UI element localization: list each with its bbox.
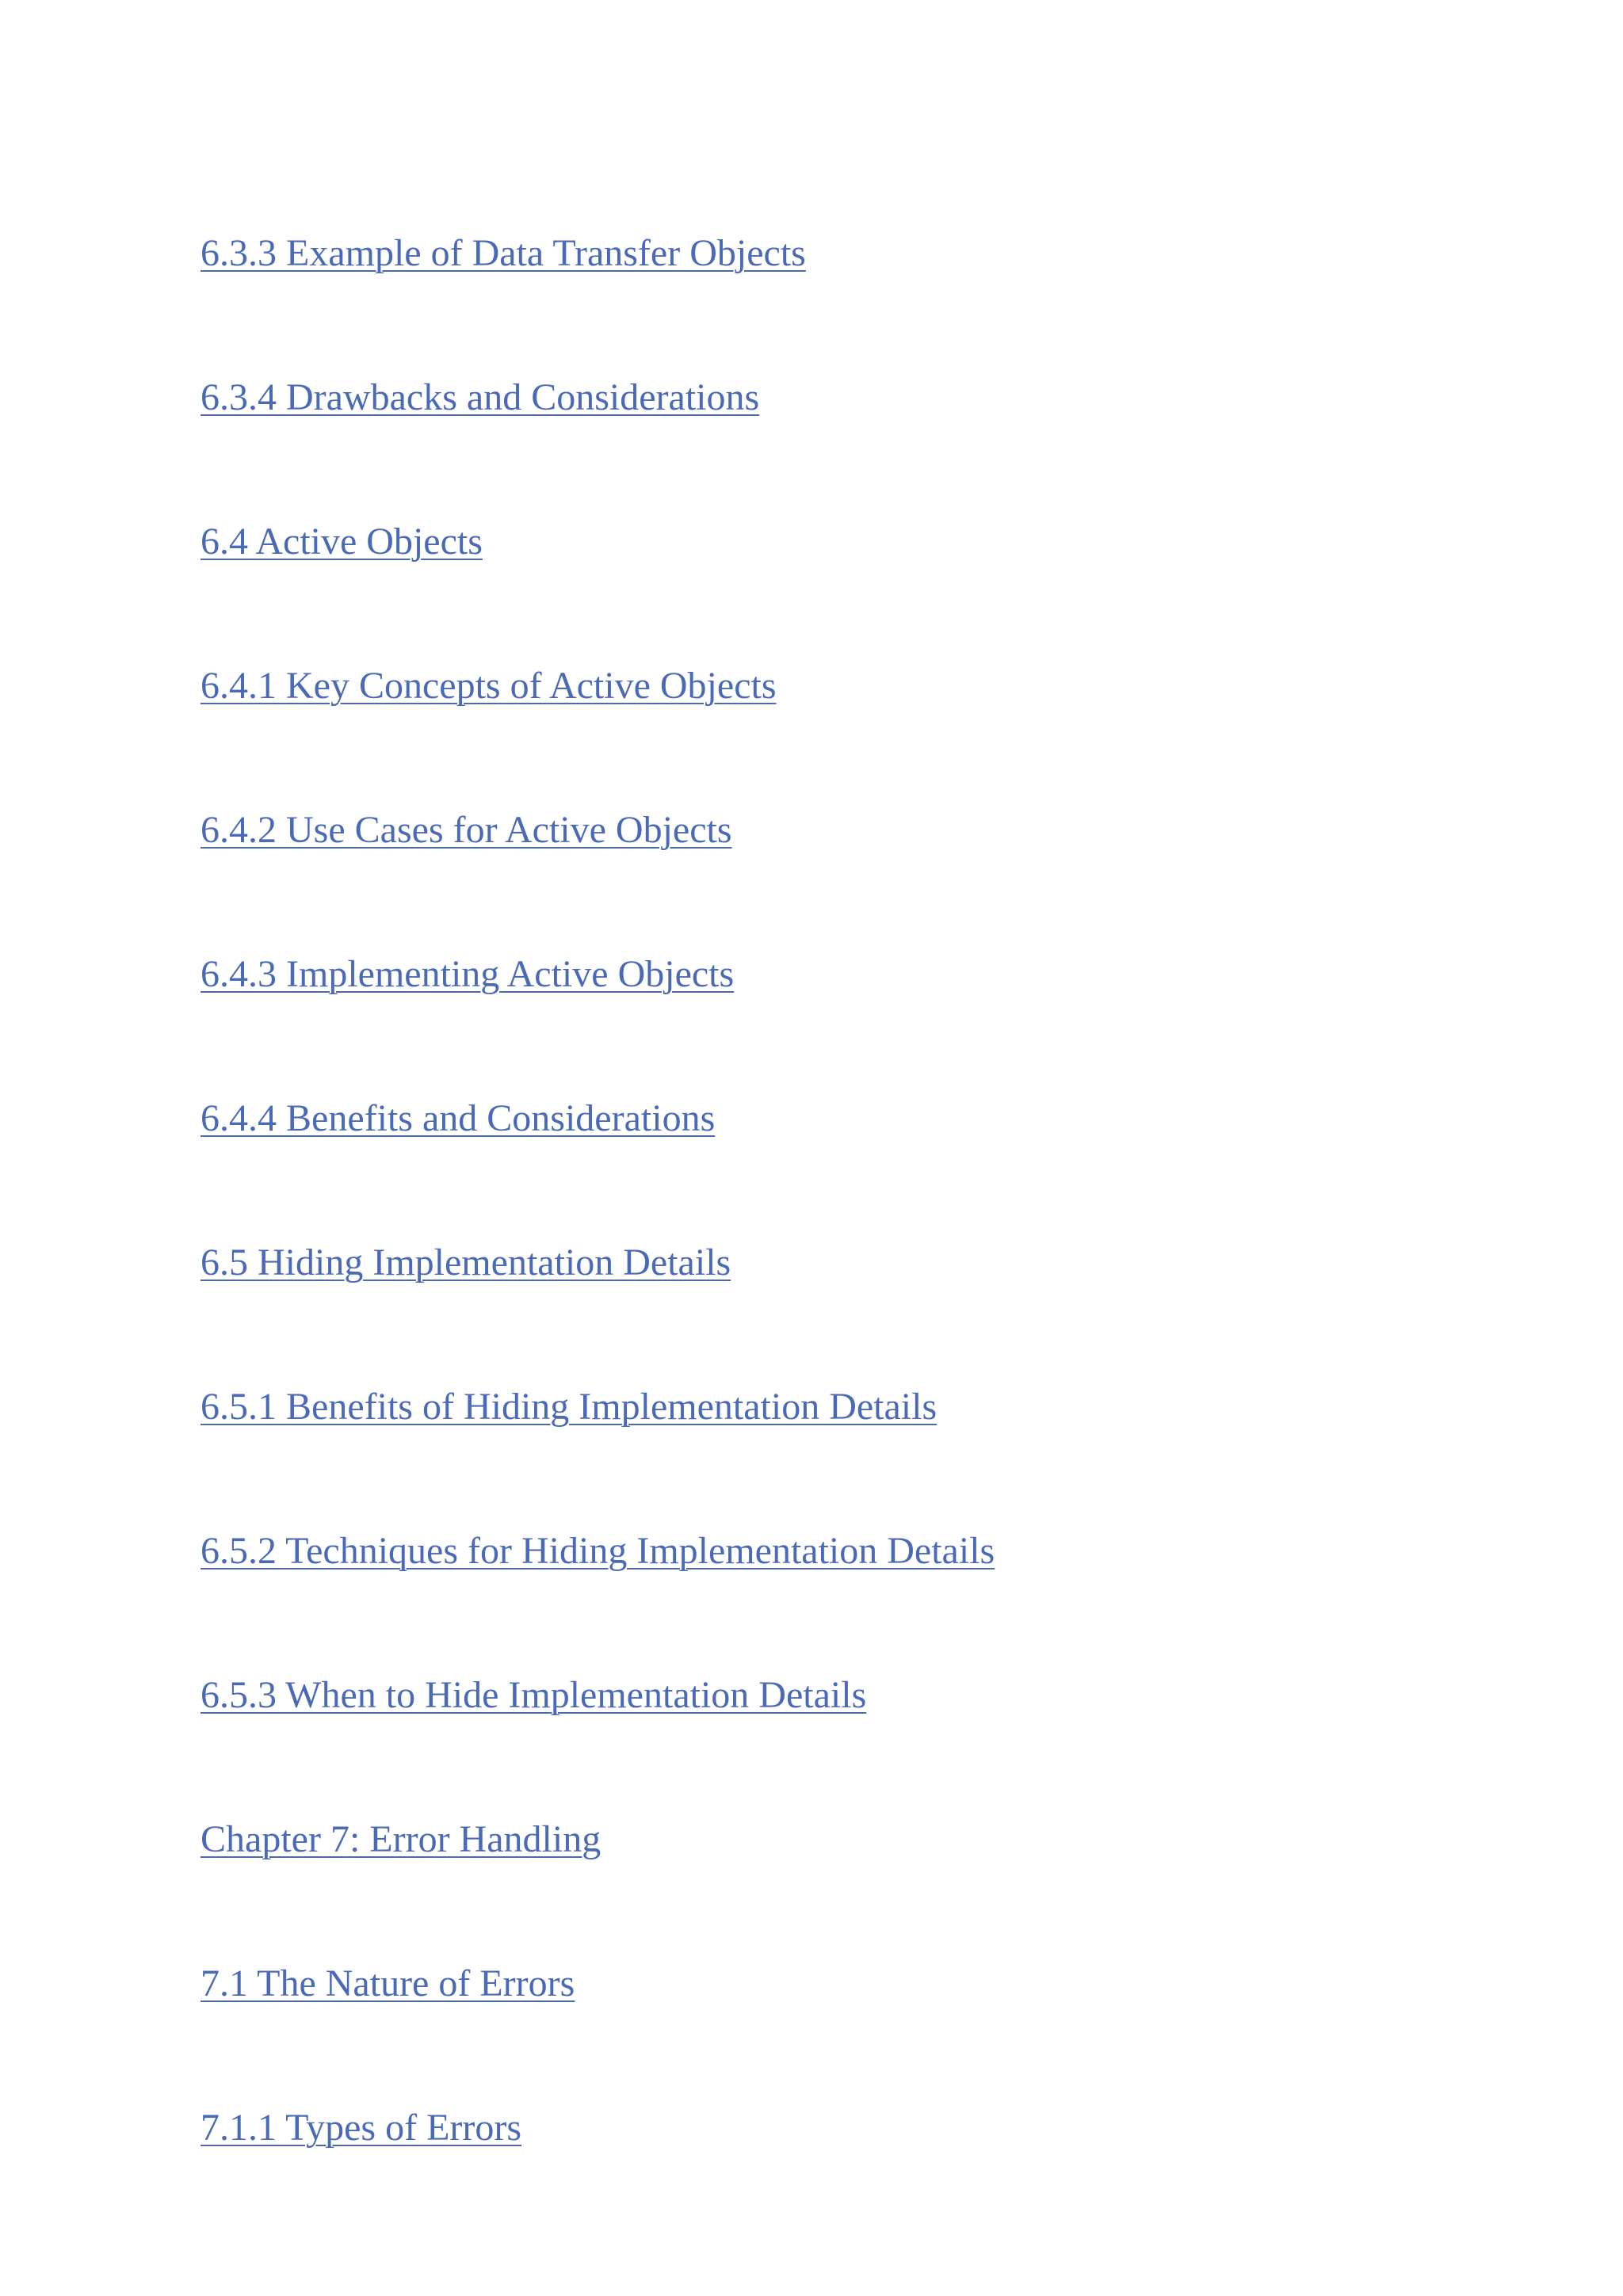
toc-entry <box>200 374 995 518</box>
toc-link-6-5[interactable]: 6.5 Hiding Implementation Details <box>200 1241 731 1283</box>
toc-link-7-1[interactable]: 7.1 The Nature of Errors <box>200 1962 575 2004</box>
toc-entry <box>200 807 995 951</box>
toc-entry <box>200 230 995 374</box>
toc-entry <box>200 1816 995 1960</box>
toc-entry <box>200 1383 995 1527</box>
toc-entry <box>200 518 995 662</box>
toc-link-6-4-3[interactable]: 6.4.3 Implementing Active Objects <box>200 953 735 995</box>
toc-link-6-5-2[interactable]: 6.5.2 Techniques for Hiding Implementation Details <box>200 1530 995 1572</box>
toc-link-chapter-7[interactable]: Chapter 7: Error Handling <box>200 1818 601 1860</box>
toc-link-6-4-1[interactable]: 6.4.1 Key Concepts of Active Objects <box>200 665 777 707</box>
toc-link-6-3-3[interactable]: 6.3.3 Example of Data Transfer Objects <box>200 232 806 274</box>
toc-link-6-4-2[interactable]: 6.4.2 Use Cases for Active Objects <box>200 809 732 851</box>
toc-link-7-1-1[interactable]: 7.1.1 Types of Errors <box>200 2107 522 2149</box>
toc-link-6-4-4[interactable]: 6.4.4 Benefits and Considerations <box>200 1097 716 1139</box>
toc-link-6-4[interactable]: 6.4 Active Objects <box>200 521 483 563</box>
toc-link-6-3-4[interactable]: 6.3.4 Drawbacks and Considerations <box>200 376 760 418</box>
toc-entry <box>200 1527 995 1672</box>
toc-entry <box>200 662 995 807</box>
toc-entry <box>200 2104 995 2248</box>
toc-link-6-5-1[interactable]: 6.5.1 Benefits of Hiding Implementation Details <box>200 1386 938 1428</box>
toc-entry <box>200 1095 995 1239</box>
toc-entry <box>200 1239 995 1383</box>
toc-link-6-5-3[interactable]: 6.5.3 When to Hide Implementation Details <box>200 1674 867 1716</box>
toc-entry <box>200 951 995 1095</box>
toc-entry <box>200 1960 995 2104</box>
toc-entry <box>200 1672 995 1816</box>
table-of-contents <box>200 230 995 2248</box>
